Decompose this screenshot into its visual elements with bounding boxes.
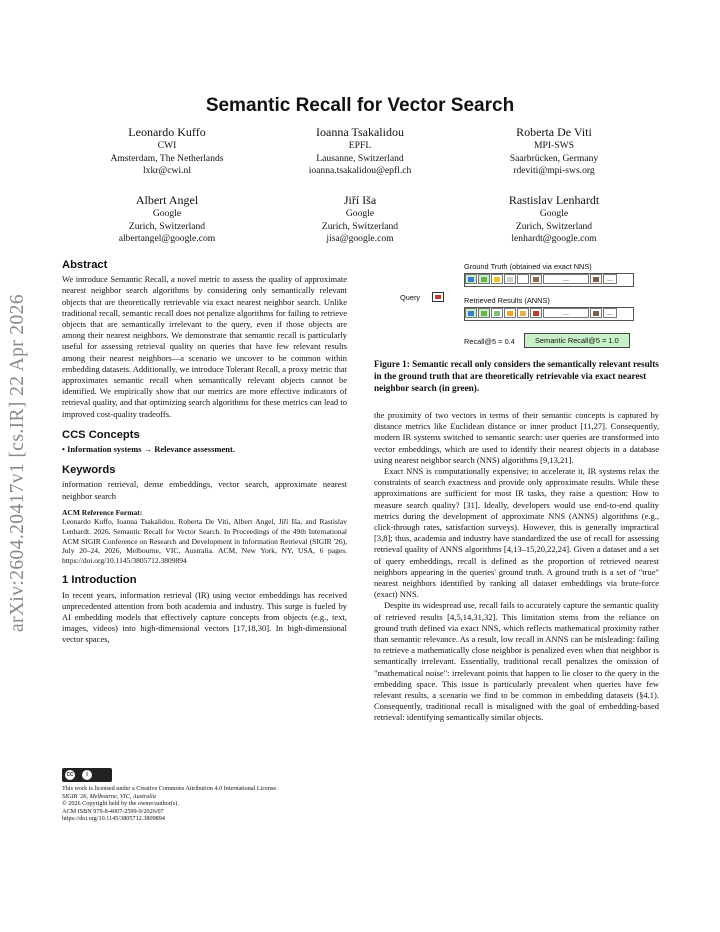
retrieved-label: Retrieved Results (ANNS) [464, 296, 550, 305]
intro-text: In recent years, information retrieval (IR) using vector embeddings has received unprecedented attention from both academia and industry. This surge is fueled by AI embedding models that effectively capture concepts from objects (e.g., text, images, videos) into high-dimensional vectors [17,18,30]. In high-dimensional vector spaces, [62, 589, 347, 645]
author-location: Zurich, Switzerland [128, 220, 206, 232]
license-copyright: © 2026 Copyright held by the owner/author(s). [62, 800, 179, 808]
retrieved-row [464, 307, 634, 321]
author-email: albertangel@google.com [118, 233, 216, 245]
ccs-text: • Information systems → Relevance assessment. [62, 444, 235, 455]
arxiv-stamp: arXiv:2604.20417v1 [cs.IR] 22 Apr 2026 [7, 294, 28, 632]
author-email: lenhardt@google.com [511, 233, 597, 245]
query-label: Query [400, 293, 421, 302]
figure-caption: Figure 1: Semantic recall only considers the semantically relevant results in the ground truth that are theoretically retrievable via exact nearest neighbor search (in green). [374, 359, 659, 393]
author-email: jisa@google.com [326, 233, 394, 245]
ellipsis-cell: ... [603, 274, 617, 284]
left-column [62, 260, 347, 646]
query-image [432, 292, 444, 302]
license-block [62, 785, 352, 823]
ccs-heading: CCS Concepts [62, 428, 140, 441]
cc-icon: cc [66, 771, 74, 778]
by-icon: i [82, 770, 92, 780]
result-thumbnail [465, 308, 477, 318]
ellipsis-cell: ... [603, 308, 617, 318]
result-thumbnail [491, 308, 503, 318]
result-thumbnail [478, 308, 490, 318]
keywords-text: information retrieval, dense embeddings, vector search, approximate nearest neighbor search [62, 479, 347, 501]
author-org: Google [539, 208, 569, 219]
result-thumbnail [478, 274, 490, 284]
right-column [374, 410, 659, 724]
result-thumbnail [590, 308, 602, 318]
author-block [454, 124, 654, 178]
license-isbn: ACM ISBN 979-8-4007-2599-9/2026/07 [62, 807, 164, 815]
result-thumbnail [491, 274, 503, 284]
paragraph: Despite its widespread use, recall fails to accurately capture the semantic quality of retrieved results [4,5,14,31,32]. This limitation stems from the reliance on ground truth defined via exact NNS, which reflects mathematical proximity rather than semantic relevance. As a result, low recall in ANNS can be misleading: failing to retrieve a mathematically close neighbor is penalized even when that neighbor is semantically irrelevant. Essentially, traditional recall penalizes the omission of "mathematical noise": irrelevant points that happen to lie closer to the query in the embedding space. This issue is particularly prevalent when queries have few relevant results, a scenario we find to be common in embedding datasets (§4.1). Consequently, traditional recall is misaligned with the goal of embedding-based retrieval: identifying semantically similar objects. [374, 600, 659, 723]
author-block [454, 192, 654, 246]
result-thumbnail [530, 274, 542, 284]
ellipsis-cell: ... [543, 274, 589, 284]
author-location: Zurich, Switzerland [515, 220, 593, 232]
author-location: Lausanne, Switzerland [316, 152, 404, 164]
ground-truth-label: Ground Truth (obtained via exact NNS) [464, 262, 592, 271]
result-thumbnail [504, 308, 516, 318]
license-doi: https://doi.org/10.1145/3805712.3809894 [62, 815, 165, 823]
result-thumbnail [465, 274, 477, 284]
author-block [260, 124, 460, 178]
recall-label: Recall@5 = 0.4 [464, 337, 515, 346]
author-name: Albert Angel [135, 193, 199, 207]
license-venue: SIGIR '26, Melbourne, VIC, Australia [62, 792, 156, 800]
figure-1 [374, 262, 664, 358]
author-block [67, 124, 267, 178]
author-org: Google [345, 208, 375, 219]
author-location: Saarbrücken, Germany [509, 152, 599, 164]
author-location: Zurich, Switzerland [321, 220, 399, 232]
author-org: CWI [157, 140, 177, 151]
semantic-recall-box: Semantic Recall@5 = 1.0 [524, 333, 630, 348]
author-name: Jiří Iša [343, 193, 377, 207]
acm-ref-heading: ACM Reference Format: [62, 507, 143, 517]
result-thumbnail [590, 274, 602, 284]
intro-heading: 1 Introduction [62, 574, 137, 587]
author-email: rdeviti@mpi-sws.org [513, 165, 595, 177]
author-name: Ioanna Tsakalidou [316, 125, 404, 139]
ellipsis-cell: ... [543, 308, 589, 318]
author-email: lxkr@cwi.nl [142, 165, 191, 177]
author-email: ioanna.tsakalidou@epfl.ch [308, 165, 412, 177]
author-name: Rastislav Lenhardt [508, 193, 600, 207]
license-line: This work is licensed under a Creative Commons Attribution 4.0 International License. [62, 785, 278, 792]
ground-truth-row [464, 273, 634, 287]
author-name: Roberta De Viti [516, 125, 592, 139]
abstract-heading: Abstract [62, 259, 108, 271]
cc-by-logo [62, 768, 112, 782]
result-thumbnail [517, 274, 529, 284]
paragraph: the proximity of two vectors in terms of their semantic concepts is captured by distance metrics like Euclidean distance or inner product [11,27]. Consequently, modern IR systems switched to semantic search: user queries are transformed into vector embeddings, which are used to identify their nearest objects in a database using nearest neighbor search (NNS) algorithms [9,13,21]. [374, 410, 659, 465]
result-thumbnail [504, 274, 516, 284]
keywords-heading: Keywords [62, 464, 116, 477]
paragraph: Exact NNS is computationally expensive; to accelerate it, IR systems relax the constraints of search exactness and provide only approximate results. While these approximations are sufficient for most IR tasks, they raise a question: How to measure search quality? [31]. Ideally, developers would use end-to-end quality metrics during the development of approximate NNS (ANNS) algorithms (e.g., click-through rates, satisfaction surveys). However, this is generally impractical [3,8]; thus, academia and industry have standardized the use of recall for assessing retrieval quality of ANNS algorithms [4,13–15,20,22,24]. Given a dataset and a set of query embeddings, recall is defined as the proportion of retrieved nearest neighbors appearing in the queries' ground truth. A ground truth is a set of "true" nearest neighbors identified by ranking all dataset embeddings via brute-force (exact) NNS. [374, 466, 659, 600]
result-thumbnail [530, 308, 542, 318]
acm-ref-text: Leonardo Kuffo, Ioanna Tsakalidou, Roberta De Viti, Albert Angel, Jiří Iša, and Rastislav Lenhardt. 2026. Semantic Recall for Vector Search. In Proceedings of the 49th International ACM SIGIR Conference on Research and Development in Information Retrieval (SIGIR '26), July 20–24, 2026, Melbourne, VIC, Australia. ACM, New York, NY, USA, 6 pages. https://doi.org/10.1145/3805712.3809894 [62, 517, 347, 565]
author-org: EPFL [348, 140, 372, 151]
author-org: Google [152, 208, 182, 219]
author-block [260, 192, 460, 246]
author-location: Amsterdam, The Netherlands [110, 152, 224, 164]
author-org: MPI-SWS [534, 140, 574, 151]
author-name: Leonardo Kuffo [128, 125, 206, 139]
result-thumbnail [517, 308, 529, 318]
paper-title: Semantic Recall for Vector Search [205, 95, 515, 116]
abstract-text: We introduce Semantic Recall, a novel metric to assess the quality of approximate nearest neighbor search algorithms by considering only semantically relevant objects that are theoretically retrievable via exact nearest neighbor search. Unlike traditional recall, semantic recall does not penalize algorithms for failing to retrieve objects that are semantically irrelevant to the query, even if those objects are among their nearest neighbors. We demonstrate that semantic recall is particularly useful for assessing retrieval quality on queries that have few relevant results among their nearest neighbors—a scenario we uncover to be common within embedding datasets. Additionally, we introduce Tolerant Recall, a proxy metric that approximates semantic recall when semantically relevant objects cannot be identified. We empirically show that our metrics are more effective indicators of retrieval quality, and that optimizing search algorithms for these metrics can lead to improved cost-quality tradeoffs. [62, 274, 347, 419]
author-block [67, 192, 267, 246]
